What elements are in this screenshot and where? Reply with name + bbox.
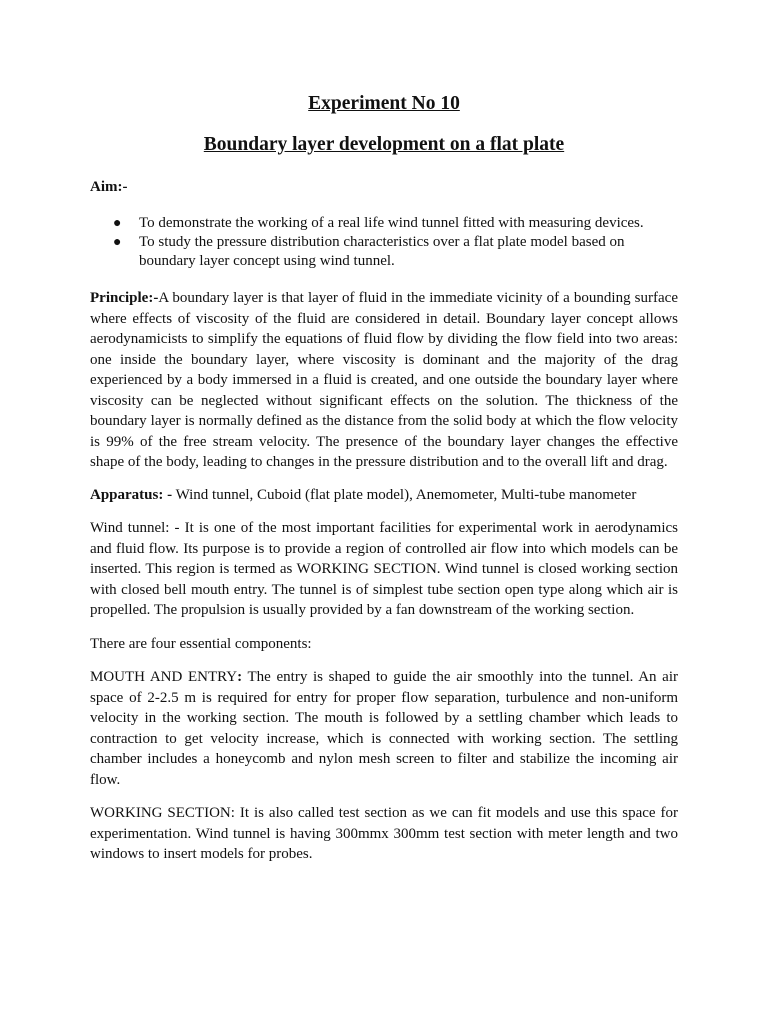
principle-paragraph <box>90 288 678 473</box>
working-section-paragraph: WORKING SECTION: It is also called test section as we can fit models and use this space for experimentation. Wind tunnel is having 300mmx 300mm test section with meter length and two windows to insert models for probes. <box>90 805 678 862</box>
principle-text: A boundary layer is that layer of fluid in the immediate vicinity of a bounding surface where effects of viscosity of the fluid are considered in detail. Boundary layer concept allows aerodynamicists to simplify the equations of fluid flow by dividing the flow field into two areas: one inside the boundary layer, where viscosity is dominant and the majority of the drag experienced by a body immersed in a fluid is created, and one outside the boundary layer where viscosity can be neglected without significant effects on the solution. The thickness of the boundary layer is normally defined as the distance from the solid body at which the flow velocity is 99% of the free stream velocity. The presence of the boundary layer changes the effective shape of the body, leading to changes in the pressure distribution and to the overall lift and drag. <box>90 290 678 470</box>
components-intro: There are four essential components: <box>90 636 312 652</box>
apparatus-label: Apparatus: - <box>90 487 173 503</box>
mouth-entry-paragraph <box>90 667 678 790</box>
mouth-entry-colon: : <box>237 669 243 685</box>
list-item <box>90 233 680 271</box>
mouth-entry-text: The entry is shaped to guide the air smoothly into the tunnel. An air space of 2-2.5 m is required for entry for proper flow separation, turbulence and non-uniform velocity in the working section. The mouth is followed by a settling chamber which leads to contraction to get velocity increase, which is connected with working section. The settling chamber includes a honeycomb and nylon mesh screen to filter and stabilize the incoming air flow. <box>90 669 678 788</box>
bullet-icon: ● <box>113 235 122 250</box>
list-item <box>90 214 680 233</box>
aim-heading: Aim:- <box>90 179 128 195</box>
experiment-title: Experiment No 10 <box>308 93 460 114</box>
wind-tunnel-paragraph: Wind tunnel: - It is one of the most important facilities for experimental work in aerodynamics and fluid flow. Its purpose is to provide a region of controlled air flow into which models can be inserted. This region is termed as WORKING SECTION. Wind tunnel is closed working section with closed bell mouth entry. The tunnel is of simplest tube section open type along which air is propelled. The propulsion is usually provided by a fan downstream of the working section. <box>90 520 678 618</box>
apparatus-paragraph <box>90 485 678 506</box>
apparatus-text: Wind tunnel, Cuboid (flat plate model), Anemometer, Multi-tube manometer <box>172 487 637 503</box>
mouth-entry-label: MOUTH AND ENTRY <box>90 669 238 685</box>
principle-label: Principle:- <box>90 290 159 306</box>
bullet-icon: ● <box>113 216 122 231</box>
aim-item-text: To demonstrate the working of a real life wind tunnel fitted with measuring devices. <box>139 215 644 231</box>
experiment-subtitle: Boundary layer development on a flat plate <box>203 134 565 155</box>
aim-list <box>90 214 680 271</box>
aim-item-text: To study the pressure distribution characteristics over a flat plate model based on boundary layer concept using wind tunnel. <box>139 234 625 269</box>
